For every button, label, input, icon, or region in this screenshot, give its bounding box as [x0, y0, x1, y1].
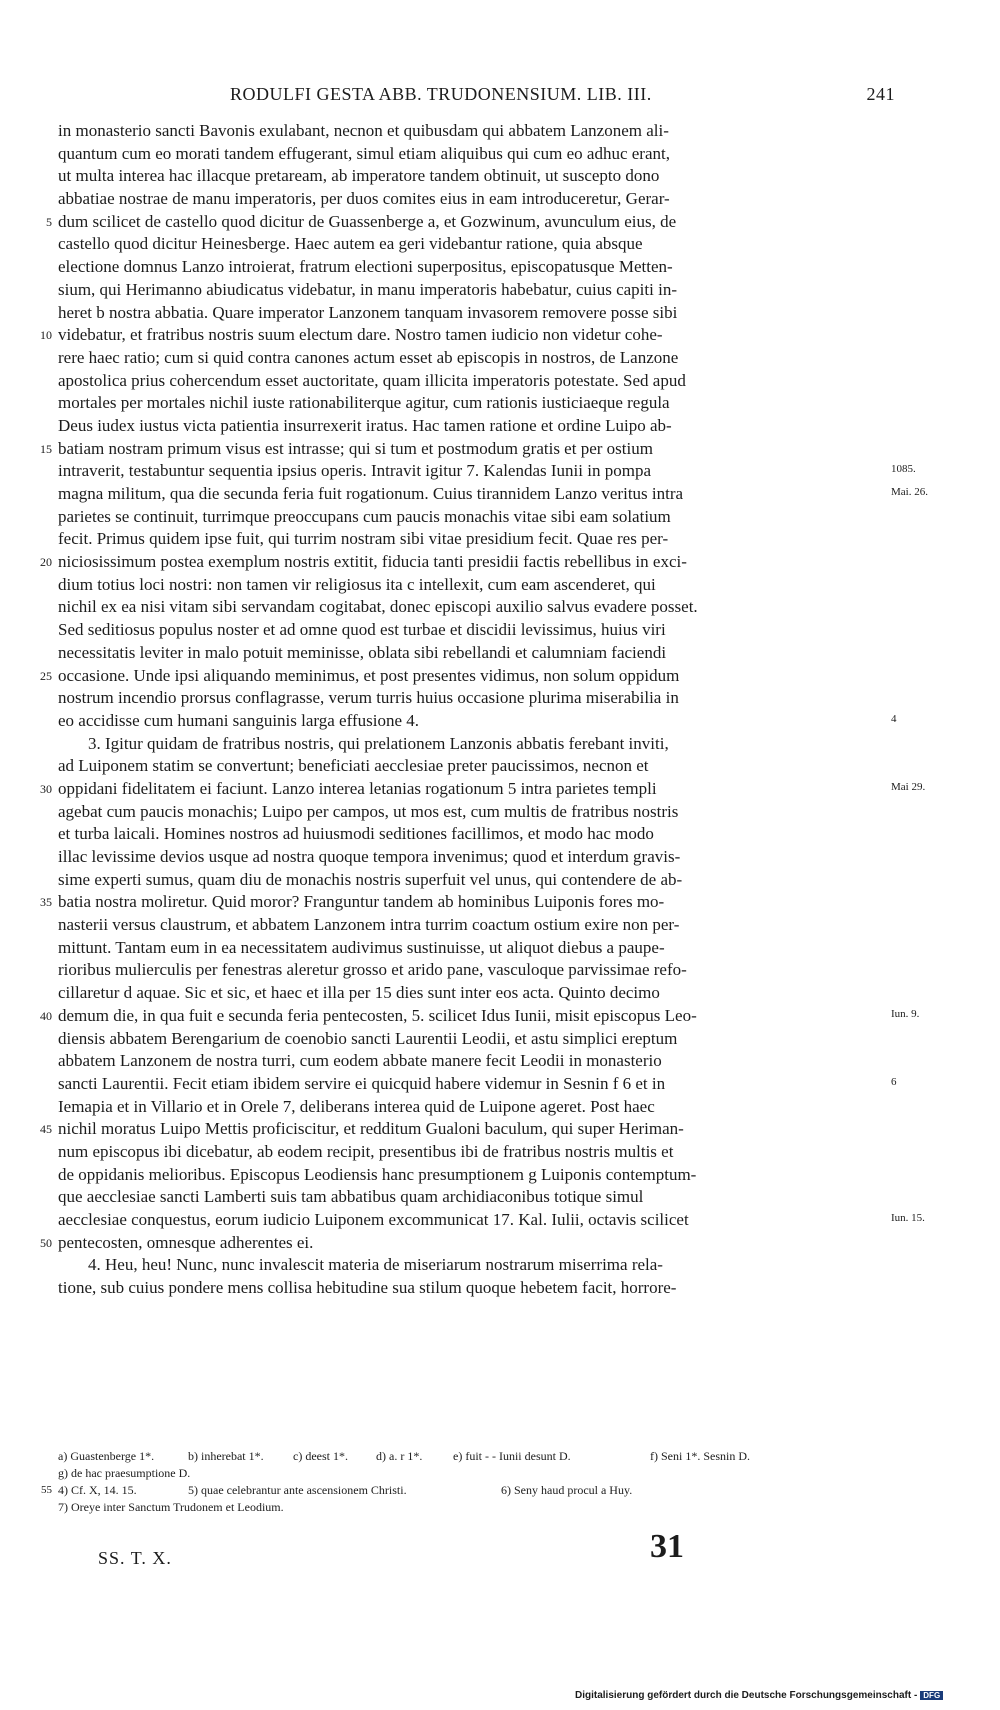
line-text: Iemapia et in Villario et in Orele 7, deliberans interea quid de Luipone ageret. Post haec [58, 1096, 655, 1116]
text-line [58, 415, 885, 438]
text-line [58, 188, 885, 211]
text-line [58, 143, 885, 166]
main-text [40, 120, 928, 1300]
line-text: fecit. Primus quidem ipse fuit, qui turrim nostram sibi vitae presidium fecit. Quae res per- [58, 529, 669, 549]
line-text: abbatem Lanzonem de nostra turri, cum eodem abbate manere fecit Leodii in monasterio [58, 1051, 662, 1071]
footnote: 7) Oreye inter Sanctum Trudonem et Leodium. [58, 1500, 284, 1514]
text-line [58, 165, 885, 188]
text-line [40, 438, 885, 461]
page-number: 241 [866, 84, 895, 104]
line-number: 55 [41, 1484, 52, 1496]
text-line [58, 642, 885, 665]
text-line [58, 1254, 885, 1277]
text-line [58, 982, 885, 1005]
line-text: in monasterio sancti Bavonis exulabant, necnon et quibusdam qui abbatem Lanzonem ali- [58, 121, 669, 140]
line-text: sime experti sumus, quam diu de monachis nostris superfuit vel unus, qui contendere de ab- [58, 869, 683, 889]
text-line [58, 1050, 885, 1073]
text-line [40, 1232, 885, 1255]
line-text: nasterii versus claustrum, et abbatem Lanzonem intra turrim coactum ostium exire non per- [58, 915, 680, 935]
text-line [58, 528, 885, 551]
text-line [58, 801, 885, 824]
text-line [58, 302, 885, 325]
text-line [58, 256, 885, 279]
line-text: apostolica prius cohercendum esset auctoritate, quam illicita imperatoris potestate. Sed apud [58, 370, 686, 390]
line-text: necessitatis leviter in malo potuit meminisse, oblata sibi rebellandi et calumniam faciendi [58, 642, 667, 662]
line-number: 35 [40, 895, 52, 910]
line-text: magna militum, qua die secunda feria fuit rogationum. Cuius tirannidem Lanzo veritus intra [58, 484, 684, 503]
line-text: demum die, in qua fuit e secunda feria pentecosten, 5. scilicet Idus Iunii, misit episcopus Leo- [58, 1005, 697, 1025]
line-number: 20 [40, 555, 52, 570]
footnote-line [58, 1448, 885, 1465]
line-number: 25 [40, 668, 52, 683]
line-text: occasione. Unde ipsi aliquando meminimus, et post presentes vidimus, non solum oppidum [58, 665, 680, 685]
text-line [58, 869, 885, 892]
text-line [40, 778, 926, 801]
line-text: agebat cum paucis monachis; Luipo per campos, ut mos est, cum multis de fratribus nostris [58, 801, 679, 821]
text-line [58, 233, 885, 256]
footnote: d) a. r 1*. [376, 1449, 423, 1463]
line-text: sancti Laurentii. Fecit etiam ibidem servire ei quicquid habere videmur in Sesnin f 6 et in [58, 1073, 666, 1093]
text-line [58, 710, 897, 733]
text-line [58, 460, 916, 483]
text-line [58, 846, 885, 869]
volume-signature: SS. T. X. [98, 1548, 172, 1568]
footnote: 6) Seny haud procul a Huy. [501, 1483, 633, 1497]
text-line [46, 211, 885, 234]
line-text: abbatiae nostrae de manu imperatoris, per duos comites eius in eam introduceretur, Gerar- [58, 189, 670, 209]
line-text: intraverit, testabuntur sequentia ipsius operis. Intravit igitur 7. Kalendas Iunii in pompa [58, 461, 651, 481]
line-text: pentecosten, omnesque adherentes ei. [58, 1232, 314, 1252]
line-text: electione domnus Lanzo introierat, fratrum electioni superpositus, episcopatusque Metten- [58, 257, 673, 277]
text-line [40, 665, 885, 688]
footnote: e) fuit - - Iunii desunt D. [453, 1449, 571, 1463]
line-text: castello quod dicitur Heinesberge. Haec autem ea geri videbantur ratione, quia absque [58, 234, 643, 254]
line-text: rioribus mulierculis per fenestras aleretur grosso et arido pane, vasculoque parvissimae refo- [58, 960, 687, 980]
footnote-line [58, 1465, 885, 1482]
text-line [40, 1118, 885, 1141]
text-line [58, 483, 928, 506]
text-line [58, 1277, 885, 1300]
line-number: 5 [46, 214, 52, 229]
text-line [58, 1141, 885, 1164]
footnote: b) inherebat 1*. [188, 1449, 264, 1463]
text-line [58, 914, 885, 937]
line-text: batia nostra moliretur. Quid moror? Franguntur tandem ab hominibus Luiponis fores mo- [58, 892, 665, 912]
line-text: quantum cum eo morati tandem effugerant, simul etiam aliquibus qui cum eo adhuc erant, [58, 143, 670, 163]
line-text: 4. Heu, heu! Nunc, nunc invalescit materia de miseriarum nostrarum miserrima rela- [88, 1255, 663, 1275]
line-text: batiam nostram primum visus est intrasse; qui si tum et postmodum gratis et per ostium [58, 438, 653, 458]
text-line [58, 1186, 885, 1209]
margin-note: 6 [891, 1075, 897, 1088]
line-text: oppidani fidelitatem ei faciunt. Lanzo interea letanias rogationum 5 intra parietes templi [58, 778, 657, 798]
line-number: 30 [40, 781, 52, 796]
line-text: num episcopus ibi dicebatur, ab eodem recipit, presentibus ibi de fratribus nostris multis et [58, 1141, 674, 1161]
text-line [58, 1073, 897, 1096]
text-line [58, 733, 885, 756]
line-text: nichil ex ea nisi vitam sibi servandam cogitabat, donec episcopi auxilio salvus evadere posset. [58, 597, 698, 617]
text-line [58, 392, 885, 415]
line-text: nostrum incendio prorsus conflagrasse, verum turris huius occasione plurima miserabilia in [58, 688, 679, 708]
line-number: 50 [40, 1235, 52, 1250]
line-text: illac levissime devios usque ad nostra quoque tempora invenimus; quod et interdum gravis- [58, 847, 681, 866]
line-text: rere haec ratio; cum si quid contra canones actum esset ab episcopis in nostros, de Lanzone [58, 347, 679, 367]
line-text: dium totius loci nostri: non tamen vir religiosus ita c intellexit, cum eam ascenderet, qui [58, 574, 656, 594]
text-line [40, 891, 885, 914]
dfg-logo: DFG [920, 1691, 943, 1700]
footnote: c) deest 1*. [293, 1449, 348, 1463]
text-line [58, 1164, 885, 1187]
line-text: mortales per mortales nichil iuste rationabiliterque agitur, cum rationis iusticiaeque regula [58, 393, 670, 413]
credit-text: Digitalisierung gefördert durch die Deutsche Forschungsgemeinschaft - [575, 1690, 918, 1701]
margin-note: 1085. [891, 463, 916, 476]
line-number: 45 [40, 1122, 52, 1137]
line-text: Sed seditiosus populus noster et ad omne quod est turbae et discidii levissimus, huius viri [58, 620, 666, 640]
text-line [58, 279, 885, 302]
line-text: ut multa interea hac illacque pretaream, ab imperatore tandem obtinuit, ut suscepto dono [58, 166, 660, 186]
text-line [58, 937, 885, 960]
text-line [40, 1005, 920, 1028]
text-line [58, 959, 885, 982]
text-line [58, 755, 885, 778]
line-text: tione, sub cuius pondere mens collisa hebitudine sua stilum quoque hebetem facit, horrore- [58, 1278, 677, 1298]
footnotes [41, 1448, 885, 1516]
line-text: sium, qui Herimanno abiudicatus videbatur, in manu imperatoris habebatur, cuius capiti in- [58, 279, 677, 299]
line-text: de oppidanis melioribus. Episcopus Leodiensis hanc presumptionem g Luiponis contemptum- [58, 1164, 697, 1184]
line-text: ad Luiponem statim se convertunt; beneficiati aecclesiae preter paucissimos, necnon et [58, 756, 649, 776]
line-text: heret b nostra abbatia. Quare imperator Lanzonem tanquam invasorem removere posse sibi [58, 302, 678, 322]
text-line [40, 324, 885, 347]
digitization-credit [575, 1690, 943, 1701]
line-text: cillaretur d aquae. Sic et sic, et haec et illa per 15 dies sunt inter eos acta. Quinto decimo [58, 983, 660, 1003]
line-text: nichil moratus Luipo Mettis proficiscitur, et redditum Gualoni baculum, qui super Heriman- [58, 1119, 684, 1139]
text-line [58, 619, 885, 642]
margin-note: Iun. 15. [891, 1212, 925, 1224]
line-text: parietes se continuit, turrimque preoccupans cum paucis monachis vitae sibi eam solatium [58, 506, 671, 526]
text-line [58, 574, 885, 597]
footnote: f) Seni 1*. Sesnin D. [650, 1449, 750, 1463]
line-text: Deus iudex iustus victa patientia insurrexerit iratus. Hac tamen ratione et ordine Luipo ab- [58, 415, 672, 435]
line-text: dum scilicet de castello quod dicitur de Guassenberge a, et Gozwinum, avunculum eius, de [58, 211, 677, 231]
footnote: g) de hac praesumptione D. [58, 1466, 191, 1480]
line-text: que aecclesiae sancti Lamberti suis tam abbatibus quam archidiaconibus totique simul [58, 1187, 644, 1207]
margin-note: Mai. 26. [891, 486, 928, 498]
line-text: et turba laicali. Homines nostros ad huiusmodi seditiones facillimos, et modo hac modo [58, 824, 654, 844]
text-line [58, 687, 885, 710]
footnote-line [41, 1482, 885, 1499]
text-line [58, 823, 885, 846]
sheet-number: 31 [650, 1528, 684, 1565]
line-number: 40 [40, 1008, 52, 1023]
footnote: 4) Cf. X, 14. 15. [58, 1483, 137, 1497]
line-text: niciosissimum postea exemplum nostris extitit, fiducia tanti presidii factis rebellibus in exci- [58, 552, 687, 572]
running-head [100, 84, 895, 110]
line-text: mittunt. Tantam eum in ea necessitatem audivimus sustinuisse, ut aliquot diebus a paupe- [58, 937, 665, 957]
text-line [58, 120, 885, 143]
text-line [58, 506, 885, 529]
text-line [58, 596, 885, 619]
line-text: diensis abbatem Berengarium de coenobio sancti Laurentii Leodii, et astu simplici ereptum [58, 1028, 678, 1048]
footnote: a) Guastenberge 1*. [58, 1449, 155, 1463]
line-text: 3. Igitur quidam de fratribus nostris, qui prelationem Lanzonis abbatis ferebant inviti, [88, 733, 669, 753]
margin-note: Iun. 9. [891, 1007, 920, 1020]
line-text: videbatur, et fratribus nostris suum electum dare. Nostro tamen iudicio non videtur cohe- [58, 325, 663, 345]
text-line [40, 551, 885, 574]
text-line [58, 370, 885, 393]
running-title: RODULFI GESTA ABB. TRUDONENSIUM. LIB. III. [230, 84, 652, 104]
text-line [58, 1209, 925, 1232]
line-text: eo accidisse cum humani sanguinis larga effusione 4. [58, 710, 420, 730]
text-line [58, 1028, 885, 1051]
line-number: 15 [40, 441, 52, 456]
margin-note: Mai 29. [891, 780, 926, 793]
footnote: 5) quae celebrantur ante ascensionem Christi. [188, 1483, 407, 1497]
text-line [58, 347, 885, 370]
line-number: 10 [40, 328, 52, 343]
margin-note: 4 [891, 712, 897, 725]
footnote-line [58, 1499, 885, 1516]
line-text: aecclesiae conquestus, eorum iudicio Luiponem excommunicat 17. Kal. Iulii, octavis scilicet [58, 1210, 689, 1229]
text-line [58, 1096, 885, 1119]
